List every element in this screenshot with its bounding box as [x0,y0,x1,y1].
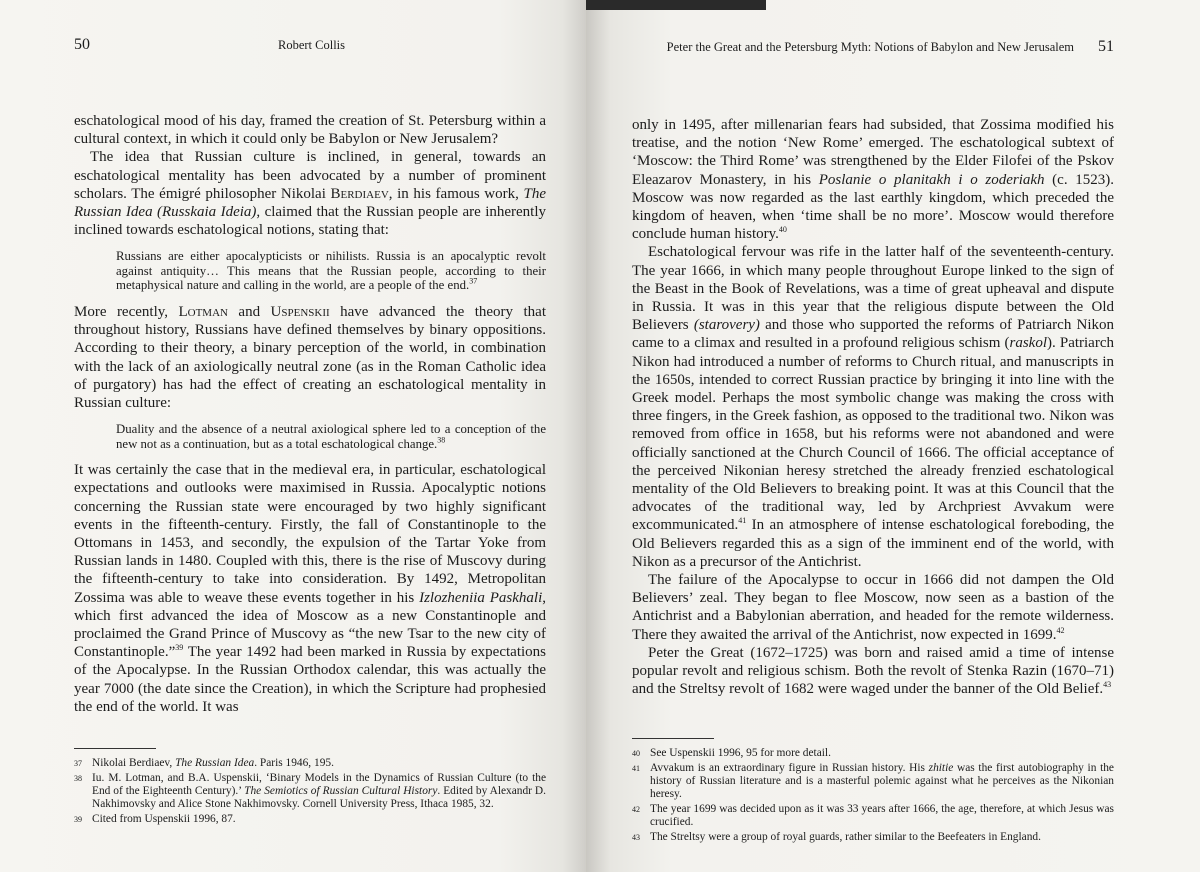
right-page-number: 51 [1098,38,1114,55]
left-paragraph-2: The idea that Russian culture is inclined, in general, towards an eschatological mentality has been advocated by a number of prominent scholars. The émigré philosopher Nikolai Berdiaev, in his famous work, The Russian Idea (Russkaia Ideia), claimed that the Russian people are inherently inclined towards eschatological notions, stating that: [74,149,547,239]
footnote-41: 41 Avvakum is an extraordinary figure in Russian history. His zhitie was the first autobiography in the history of Russian literature and is a masterful polemic against what he perceives as the Nikonian heresy. [632,762,1114,800]
footnote-37: 37 Nikolai Berdiaev, The Russian Idea. Paris 1946, 195. [74,757,334,769]
footnote-ref-37[interactable]: 37 [469,277,478,287]
left-running-header [74,36,546,58]
right-page [586,0,1200,872]
footnote-ref-42[interactable]: 42 [1056,625,1065,635]
book-title-russian-idea: The Russian Idea (Russkaia Ideia) [74,185,547,221]
footnote-ref-39[interactable]: 39 [175,643,184,653]
left-paragraph-4: It was certainly the case that in the medieval era, in particular, eschatological expectations and outlooks were maximised in Russia. Apocalyptic notions concerning the Russian state were encouraged by two highly significant events in the fifteenth-century. Firstly, the fall of Constantinople to the Ottomans in 1453, and secondly, the expulsion of the Tartar Yoke from Russian lands in 1480. Coupled with this, there is the rise of Muscovy during the fifteenth-century to take into consideration. By 1492, Metropolitan Zossima was able to weave these events together in his Izlozheniia Paskhali, which first advanced the idea of Moscow as a new Constantinople and proclaimed the Grand Prince of Muscovy as “the new Tsar to the new city of Constantinople.”$^{39}$ The year 1492 had been marked in Russia by expectations of the Apocalypse. In the Russian Orthodox calendar, this was actually the year 7000 (the date since the Creation), in which the Scripture had prophesied the end of the world. It was [74,462,547,715]
footnote-43: 43 The Streltsy were a group of royal guards, rather similar to the Beefeaters in England. [632,831,1041,843]
footnote-ref-41[interactable]: 41 [738,516,747,526]
footnote-separator [74,748,156,749]
footnote-39: 39 Cited from Uspenskii 1996, 87. [74,813,236,825]
footnote-38: 38 Iu. M. Lotman, and B.A. Uspenskii, ‘Binary Models in the Dynamics of Russian Culture (to the End of the Eighteenth Century).’ The Semiotics of Russian Cultural History. Edited by Alexandr D. Nakhimovsky and Alice Stone Nakhimovsky. Cornell University Press, Ithaca 1985, 32. [74,772,546,810]
right-footnotes [632,734,1114,846]
right-running-header [632,38,1114,60]
right-paragraph-3: The failure of the Apocalypse to occur in 1666 did not dampen the Old Believers’ zeal. They began to flee Moscow, now seen as a bastion of the Antichrist and a Babylonian aberration, and headed for the remote wilderness. There they awaited the arrival of the Antichrist, now expected in 1699.42 [632,572,1114,643]
left-footnotes [74,744,546,828]
block-quote-1: Russians are either apocalypticists or nihilists. Russia is an apocalyptic revolt against antiquity… This means that the Russian people, according to their metaphysical nature and calling in the world, are a people of the end.$^{37}$ [116,249,546,293]
left-paragraph-1: eschatological mood of his day, framed the creation of St. Petersburg within a cultural context, in which it could only be Babylon or New Jerusalem? [74,113,546,148]
footnote-separator [632,738,714,739]
work-title-izlozheniia: Izlozheniia Paskhali [419,589,543,606]
author-name-uspenskii: Uspenskii [270,303,330,320]
footnote-ref-43[interactable]: 43 [1103,680,1112,690]
left-paragraph-3: More recently, Lotman and Uspenskii have advanced the theory that throughout history, Russians have defined themselves by binary oppositions. According to their theory, a binary perception of the world, in combination with the lack of an axiologically neutral zone (as in the Roman Catholic idea of purgatory) has had the effect of creating an eschatological mentality in Russian culture: [74,303,546,411]
left-body-text [74,112,546,716]
right-paragraph-1: only in 1495, after millenarian fears had subsided, that Zossima modified his treatise, and the notion ‘New Rome’ emerged. The eschatological subtext of ‘Moscow: the Third Rome’ was strengthened by the Elder Filofei of the Pskov Eleazarov Monastery, in his Poslanie o planitakh i o zoderiakh (c. 1523). Moscow was now regarded as the last earthly kingdom, which preceded the kingdom of heaven, when ‘time shall be no more’. Moscow would therefore conclude human history.$^{40}$ [632,117,1114,243]
left-page-number: 50 [74,36,90,53]
work-title-poslanie: Poslanie o planitakh i o zoderiakh [818,171,1045,188]
right-paragraph-2: Eschatological fervour was rife in the latter half of the seventeenth-century. The year 1666, in which many people throughout Europe linked to the sign of the Beast in the Book of Revelations, was a time of great upheaval and dispute in Russia. It was in this year that the religious dispute between the Old Believers (starovery) and those who supported the reforms of Patriarch Nikon came to a climax and resulted in a profound religious schism (raskol). Patriarch Nikon had introduced a number of reforms to Church ritual, and manuscripts in the 1650s, intended to correct Russian practice by bringing it into line with the Greek model. Perhaps the most symbolic change was making the cross with three fingers, in the Greek fashion, as opposed to the traditional two. Nikon was removed from office in 1658, but his reforms were not abandoned and were officially sanctioned at the Church Council of 1666. The official acceptance of the perceived Nikonian heresy stretched the already frenzied eschatological mentality of the Old Believers to breaking point. It was at this Council that the advocates of the traditional way, led by Archpriest Avvakum were excommunicated.$^{41}$ In an atmosphere of intense eschatological foreboding, the Old Believers regarded this as a sign of the imminent end of the world, with Nikon as a precursor of the Antichrist. [632,244,1115,570]
footnote-40: 40 See Uspenskii 1996, 95 for more detail. [632,747,831,759]
footnote-42: 42 The year 1699 was decided upon as it was 33 years after 1666, the age, therefore, at which Jesus was crucified. [632,803,1114,828]
scan-edge-shadow [586,0,766,10]
footnote-ref-40[interactable]: 40 [778,225,787,235]
author-name-lotman: Lotman [178,303,228,320]
right-body-text [632,116,1114,699]
footnote-ref-38[interactable]: 38 [437,435,446,445]
left-running-head: Robert Collis [278,38,346,52]
right-running-head: Peter the Great and the Petersburg Myth: Notions of Babylon and New Jerusalem [666,40,1074,54]
block-quote-2: Duality and the absence of a neutral axiological sphere led to a conception of the new not as a continuation, but as a total eschatological change.$^{38}$ [116,422,546,451]
right-paragraph-4: Peter the Great (1672–1725) was born and raised amid a time of intense popular revolt and religious schism. Both the revolt of Stenka Razin (1670–71) and the Streltsy revolt of 1682 were waged under the banner of the Old Belief.$^{43}$ [632,644,1114,698]
author-name-berdiaev: Berdiaev [330,185,389,202]
left-page [0,0,586,872]
